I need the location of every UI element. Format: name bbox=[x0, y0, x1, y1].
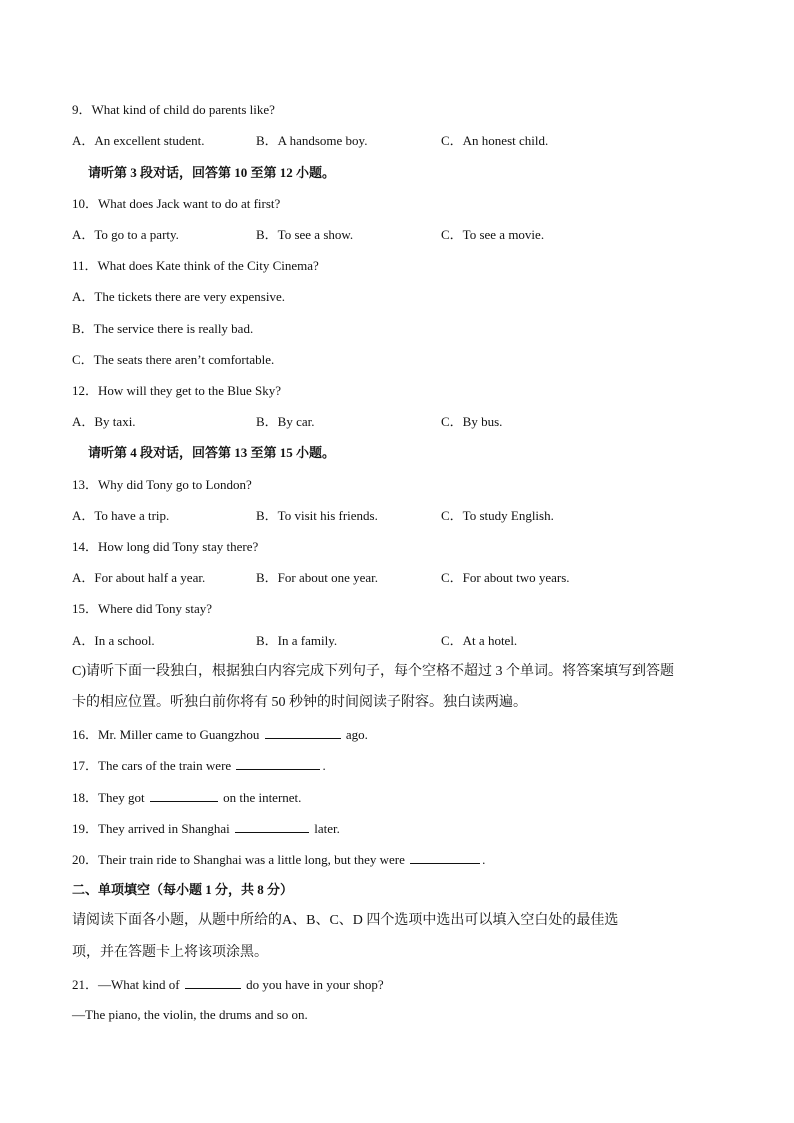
option-b: B．For about one year. bbox=[256, 570, 379, 585]
answer-blank bbox=[236, 757, 320, 770]
option-c: C．An honest child. bbox=[441, 133, 549, 148]
question-18-text-end: on the internet. bbox=[219, 790, 302, 805]
question-19-text: 19．They arrived in Shanghai bbox=[72, 821, 234, 836]
option-b: B．To see a show. bbox=[256, 227, 354, 242]
option-a: A．The tickets there are very expensive. bbox=[72, 289, 285, 304]
answer-blank bbox=[410, 851, 480, 864]
answer-blank bbox=[185, 976, 241, 989]
part-2-instruction-line-1: 请阅读下面各小题，从题中所给的A、B、C、D 四个选项中选出可以填入空白处的最佳选 bbox=[72, 913, 619, 928]
question-11: 11．What does Kate think of the City Cinema? bbox=[72, 258, 319, 273]
option-a: A．To go to a party. bbox=[72, 227, 179, 242]
question-21-response: —The piano, the violin, the drums and so on. bbox=[72, 1007, 308, 1022]
option-c: C．To study English. bbox=[441, 508, 554, 523]
question-14: 14．How long did Tony stay there? bbox=[72, 539, 259, 554]
question-10: 10．What does Jack want to do at first? bbox=[72, 196, 281, 211]
question-16-text: 16．Mr. Miller came to Guangzhou bbox=[72, 727, 263, 742]
section-c-instruction-line-1: C)请听下面一段独白，根据独白内容完成下列句子，每个空格不超过 3 个单词。将答案填写到答题 bbox=[72, 664, 674, 679]
dialogue-4-instruction: 请听第 4 段对话，回答第 13 至第 15 小题。 bbox=[88, 445, 336, 460]
question-18 bbox=[72, 789, 732, 806]
question-17 bbox=[72, 757, 732, 774]
option-c: C．By bus. bbox=[441, 414, 503, 429]
option-c: C．For about two years. bbox=[441, 570, 570, 585]
question-16 bbox=[72, 726, 732, 743]
option-b: B．The service there is really bad. bbox=[72, 321, 254, 336]
option-a: A．An excellent student. bbox=[72, 133, 205, 148]
question-21-text-end: do you have in your shop? bbox=[242, 977, 384, 992]
question-20-text: 20．Their train ride to Shanghai was a little long, but they were bbox=[72, 852, 409, 867]
part-2-title: 二、单项填空（每小题 1 分，共 8 分） bbox=[72, 882, 294, 897]
option-b: B．To visit his friends. bbox=[256, 508, 378, 523]
question-9: 9．What kind of child do parents like? bbox=[72, 102, 275, 117]
option-a: A．For about half a year. bbox=[72, 570, 206, 585]
part-2-instruction-line-2: 项，并在答题卡上将该项涂黑。 bbox=[72, 945, 268, 960]
question-17-text: 17．The cars of the train were bbox=[72, 758, 235, 773]
option-a: A．To have a trip. bbox=[72, 508, 170, 523]
question-16-text-end: ago. bbox=[342, 727, 368, 742]
section-c-instruction-line-2: 卡的相应位置。听独白前你将有 50 秒钟的时间阅读子附容。独白读两遍。 bbox=[72, 695, 527, 710]
question-13: 13．Why did Tony go to London? bbox=[72, 477, 252, 492]
question-20 bbox=[72, 851, 732, 868]
option-b: B．By car. bbox=[256, 414, 315, 429]
question-19 bbox=[72, 820, 732, 837]
option-b: B．In a family. bbox=[256, 633, 338, 648]
question-19-text-end: later. bbox=[311, 821, 340, 836]
answer-blank bbox=[235, 820, 309, 833]
option-c: C．The seats there aren’t comfortable. bbox=[72, 352, 275, 367]
question-21 bbox=[72, 976, 732, 993]
question-20-text-end: . bbox=[482, 852, 486, 867]
answer-blank bbox=[265, 726, 341, 739]
option-b: B．A handsome boy. bbox=[256, 133, 368, 148]
option-a: A．In a school. bbox=[72, 633, 155, 648]
question-12: 12．How will they get to the Blue Sky? bbox=[72, 383, 282, 398]
question-18-text: 18．They got bbox=[72, 790, 148, 805]
question-21-text: 21．—What kind of bbox=[72, 977, 183, 992]
dialogue-3-instruction: 请听第 3 段对话，回答第 10 至第 12 小题。 bbox=[88, 165, 336, 180]
question-15: 15．Where did Tony stay? bbox=[72, 601, 213, 616]
question-17-text-end: . bbox=[322, 758, 326, 773]
option-a: A．By taxi. bbox=[72, 414, 136, 429]
option-c: C．At a hotel. bbox=[441, 633, 518, 648]
answer-blank bbox=[150, 789, 218, 802]
option-c: C．To see a movie. bbox=[441, 227, 545, 242]
